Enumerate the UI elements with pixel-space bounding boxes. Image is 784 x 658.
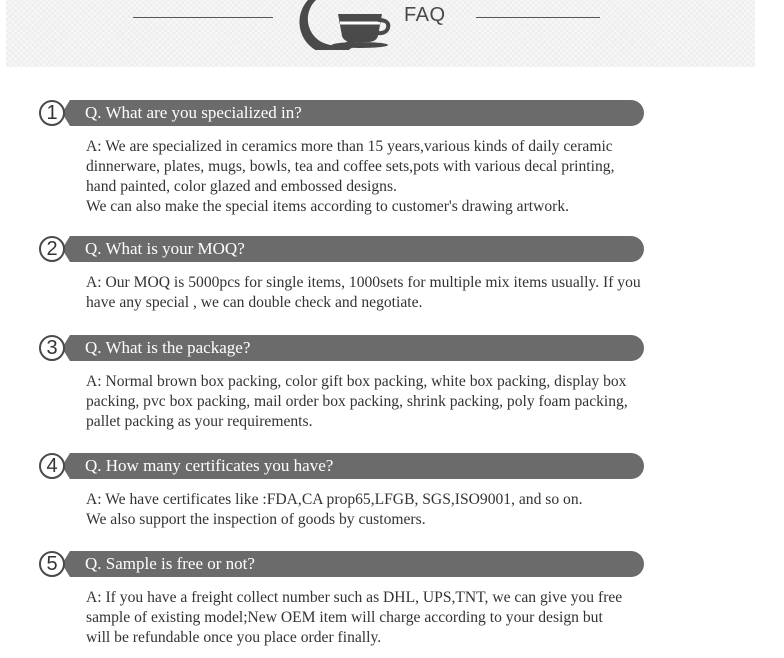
question-bar (70, 236, 644, 262)
answer-line: will be refundable once you place order finally. (86, 629, 382, 646)
answer-line: We also support the inspection of goods by customers. (86, 511, 426, 528)
answer-line: A: We have certificates like :FDA,CA prop65,LFGB, SGS,ISO9001, and so on. (86, 491, 583, 508)
answer-line: A: We are specialized in ceramics more than 15 years,various kinds of daily ceramic (86, 138, 613, 155)
question-bar (70, 100, 644, 126)
question-text: Q. What is your MOQ? (85, 239, 245, 258)
question-text: Q. What is the package? (85, 338, 251, 357)
answer-line: A: Our MOQ is 5000pcs for single items, 1000sets for multiple mix items usually. If you (86, 274, 641, 291)
number-badge: 4 (39, 453, 65, 479)
answer-text (86, 372, 736, 432)
answer-line: have any special , we can double check and negotiate. (86, 294, 423, 311)
answer-line: We can also make the special items according to customer's drawing artwork. (86, 198, 570, 215)
cup-and-saucer-icon (298, 0, 394, 50)
answer-line: packing, pvc box packing, mail order box packing, shrink packing, poly foam packing, (86, 393, 628, 410)
answer-text (86, 273, 736, 313)
answer-text (86, 137, 736, 217)
number-badge: 2 (39, 236, 65, 262)
question-bar (70, 453, 644, 479)
answer-text (86, 588, 736, 648)
answer-line: hand painted, color glazed and embossed designs. (86, 178, 397, 195)
question-text: Q. Sample is free or not? (85, 554, 255, 573)
answer-line: sample of existing model;New OEM item will charge according to your design but (86, 609, 603, 626)
faq-title: FAQ (404, 4, 446, 26)
answer-line: pallet packing as your requirements. (86, 413, 313, 430)
answer-line: dinnerware, plates, mugs, bowls, tea and coffee sets,pots with various decal printing, (86, 158, 615, 175)
number-badge: 3 (39, 335, 65, 361)
number-badge: 5 (39, 551, 65, 577)
answer-line: A: If you have a freight collect number such as DHL, UPS,TNT, we can give you free (86, 589, 623, 606)
faq-header-band (6, 0, 755, 67)
answer-line: A: Normal brown box packing, color gift box packing, white box packing, display box (86, 373, 627, 390)
question-bar (70, 335, 644, 361)
question-bar (70, 551, 644, 577)
question-text: Q. What are you specialized in? (85, 103, 302, 122)
header-divider-right (476, 17, 600, 18)
answer-text (86, 490, 736, 530)
number-badge: 1 (39, 100, 65, 126)
question-text: Q. How many certificates you have? (85, 456, 334, 475)
header-divider-left (133, 17, 273, 18)
